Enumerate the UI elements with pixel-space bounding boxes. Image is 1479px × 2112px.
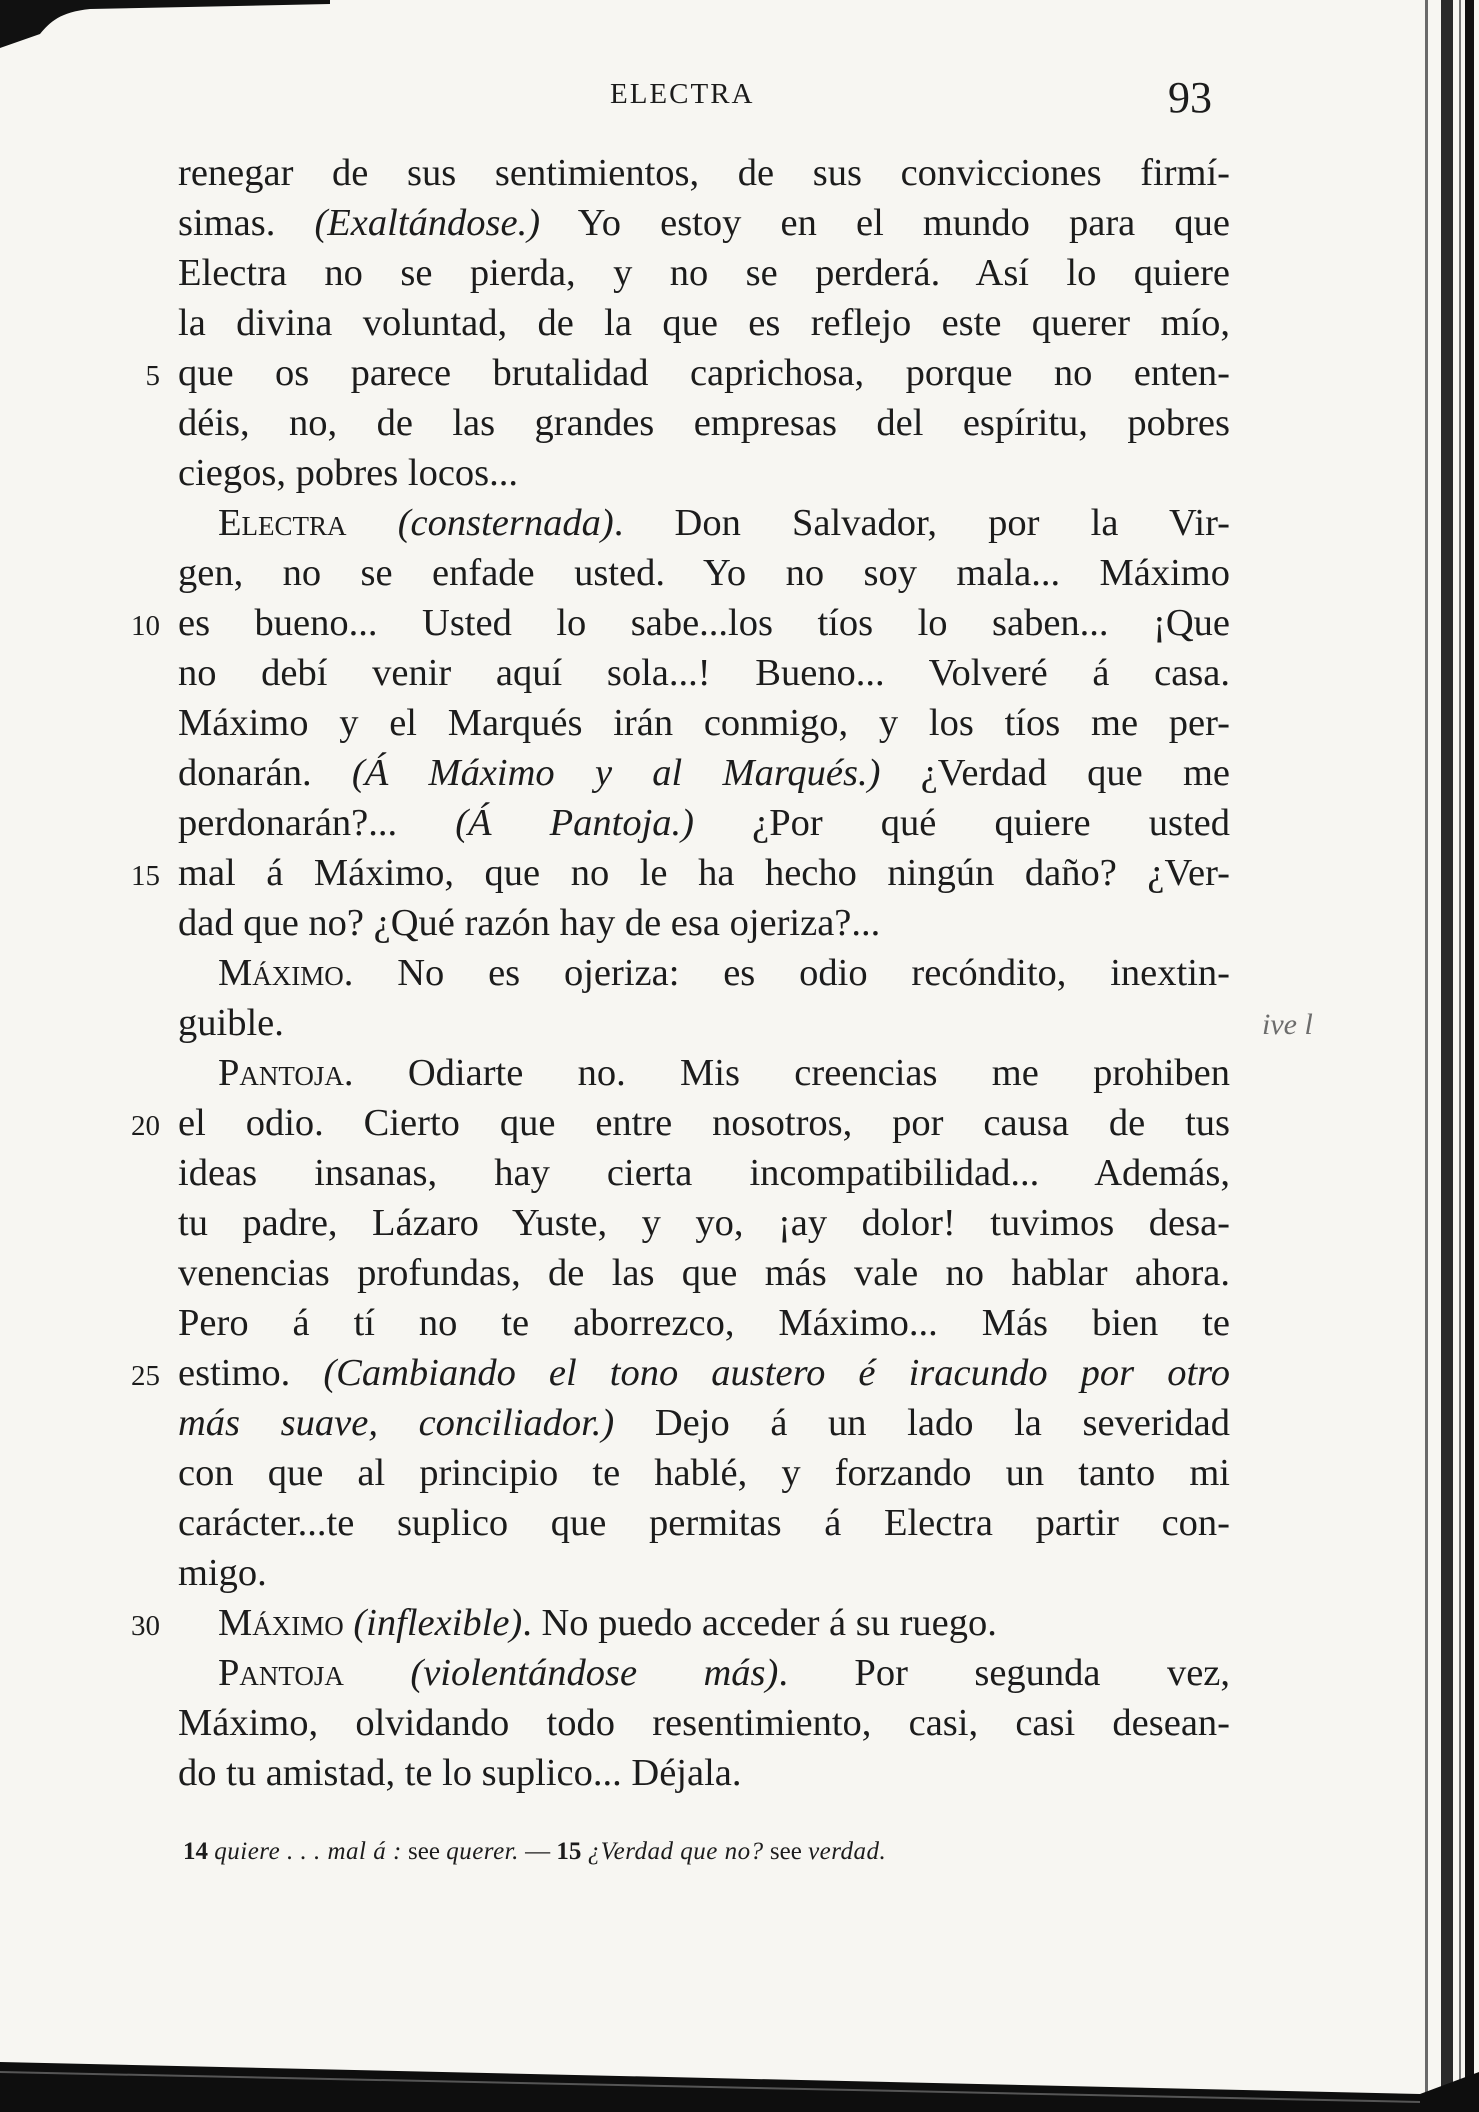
- text-line: [178, 748, 1230, 798]
- text-line: [178, 698, 1230, 748]
- text-line: [178, 1748, 1230, 1798]
- text-segment: Dejo á un lado la severidad: [614, 1402, 1230, 1444]
- text-line: [178, 898, 1230, 948]
- speaker-name: Pantoja: [218, 1052, 344, 1094]
- text-segment: donarán.: [178, 752, 352, 794]
- text-line: [178, 1248, 1230, 1298]
- speaker-name: Máximo: [218, 952, 344, 994]
- text-line: [178, 948, 1230, 998]
- text-line: [178, 1648, 1230, 1698]
- text-line: [178, 1148, 1230, 1198]
- text-line: [178, 1498, 1230, 1548]
- text-line: [178, 198, 1230, 248]
- page-number: 93: [1168, 73, 1212, 122]
- text-segment: guible.: [178, 1002, 284, 1044]
- text-line: [131, 848, 1230, 898]
- text-segment: déis, no, de las grandes empresas del espíritu, pobres: [178, 402, 1230, 444]
- footnote-text: see: [401, 1838, 447, 1865]
- text-segment: perdonarán?...: [178, 802, 456, 844]
- text-segment: dad que no? ¿Qué razón hay de esa ojeriza?...: [178, 902, 881, 944]
- scan-edge-bars: [1419, 0, 1479, 2112]
- text-line: [178, 1698, 1230, 1748]
- scan-corner-mark: [0, 0, 330, 48]
- text-line: [131, 1348, 1230, 1398]
- text-line: [178, 448, 1230, 498]
- text-segment: gen, no se enfade usted. Yo no soy mala... Máximo: [178, 552, 1230, 594]
- footnote: [183, 1838, 1233, 1866]
- text-segment: Máximo, olvidando todo resentimiento, casi, casi desean-: [178, 1702, 1230, 1744]
- stage-direction: más suave, conciliador.): [178, 1402, 615, 1444]
- text-segment: con que al principio te hablé, y forzando un tanto mi: [178, 1452, 1230, 1494]
- footnote-line-number: 14: [183, 1838, 208, 1865]
- text-segment: es bueno... Usted lo sabe...los tíos lo saben... ¡Que: [178, 602, 1230, 644]
- text-segment: estimo.: [178, 1352, 324, 1394]
- text-segment: . Odiarte no. Mis creencias me prohiben: [343, 1052, 1230, 1094]
- text-line: [178, 648, 1230, 698]
- footnote-separator: —: [518, 1838, 557, 1865]
- text-segment: . Don Salvador, por la Vir-: [613, 502, 1231, 544]
- text-segment: . No es ojeriza: es odio recóndito, inextin-: [343, 952, 1230, 994]
- text-line: [178, 798, 1230, 848]
- text-line: [178, 1048, 1230, 1098]
- page-header: [0, 72, 1479, 132]
- text-segment: Electra no se pierda, y no se perderá. Así lo quiere: [178, 252, 1230, 294]
- scan-bottom-edge: [0, 2032, 1479, 2112]
- footnote-ref: verdad.: [808, 1838, 887, 1865]
- footnote-text: see: [763, 1838, 809, 1865]
- text-segment: [347, 502, 398, 544]
- text-segment: do tu amistad, te lo suplico... Déjala.: [178, 1752, 742, 1794]
- stage-direction: (Exaltándose.): [314, 202, 541, 244]
- line-number: 30: [131, 1610, 160, 1642]
- text-segment: tu padre, Lázaro Yuste, y yo, ¡ay dolor! tuvimos desa-: [178, 1202, 1230, 1244]
- stage-direction: (Cambiando el tono austero é iracundo por otro: [323, 1352, 1230, 1394]
- text-segment: Pero á tí no te aborrezco, Máximo... Más bien te: [178, 1302, 1230, 1344]
- running-head: ELECTRA: [610, 78, 755, 110]
- text-line: [178, 398, 1230, 448]
- text-segment: renegar de sus sentimientos, de sus convicciones firmí-: [178, 152, 1230, 194]
- text-line: [178, 248, 1230, 298]
- text-segment: carácter...te suplico que permitas á Electra partir con-: [178, 1502, 1230, 1544]
- main-text: [131, 148, 1231, 1798]
- text-line: [178, 998, 1230, 1048]
- speaker-name: Máximo: [218, 1602, 344, 1644]
- footnote-line-number: 15: [556, 1838, 582, 1865]
- text-line: [131, 1598, 1230, 1648]
- text-segment: mal á Máximo, que no le ha hecho ningún daño? ¿Ver-: [178, 852, 1230, 894]
- stage-direction: (violentándose más): [410, 1652, 779, 1694]
- footnote-term: quiere . . . mal á :: [214, 1838, 402, 1865]
- text-segment: ideas insanas, hay cierta incompatibilidad... Además,: [178, 1152, 1230, 1194]
- text-line: [178, 298, 1230, 348]
- text-segment: la divina voluntad, de la que es reflejo este querer mío,: [178, 302, 1230, 344]
- footnote-term: ¿Verdad que no?: [587, 1838, 764, 1865]
- text-line: [145, 348, 1230, 398]
- text-line: [131, 1098, 1230, 1148]
- text-line: [131, 598, 1230, 648]
- text-segment: el odio. Cierto que entre nosotros, por causa de tus: [178, 1102, 1230, 1144]
- margin-annotation: ive l: [1262, 1008, 1313, 1041]
- text-segment: . No puedo acceder á su ruego.: [522, 1602, 997, 1644]
- text-segment: que os parece brutalidad caprichosa, porque no enten-: [178, 352, 1230, 394]
- text-line: [178, 548, 1230, 598]
- line-number: 25: [131, 1360, 160, 1392]
- line-number: 5: [145, 360, 160, 392]
- stage-direction: (Á Pantoja.): [455, 802, 695, 844]
- speaker-name: Pantoja: [218, 1652, 344, 1694]
- text-segment: ciegos, pobres locos...: [178, 452, 519, 494]
- text-segment: ¿Por qué quiere usted: [694, 802, 1231, 844]
- line-number: 15: [131, 860, 160, 892]
- text-segment: [344, 1602, 354, 1644]
- speaker-name: Electra: [218, 502, 347, 544]
- text-segment: ¿Verdad que me: [880, 752, 1231, 794]
- line-number: 20: [131, 1110, 160, 1142]
- text-line: [178, 1548, 1230, 1598]
- text-line: [178, 1198, 1230, 1248]
- text-segment: migo.: [178, 1552, 267, 1594]
- stage-direction: (inflexible): [353, 1602, 523, 1644]
- text-line: [178, 1298, 1230, 1348]
- text-segment: [344, 1652, 410, 1694]
- text-segment: simas.: [178, 202, 315, 244]
- text-line: [178, 1398, 1230, 1448]
- footnote-ref: querer.: [446, 1838, 519, 1865]
- text-segment: venencias profundas, de las que más vale no hablar ahora.: [178, 1252, 1230, 1294]
- text-line: [178, 1448, 1230, 1498]
- text-line: [178, 148, 1230, 198]
- text-segment: Máximo y el Marqués irán conmigo, y los tíos me per-: [178, 702, 1230, 744]
- text-line: [178, 498, 1230, 548]
- stage-direction: (Á Máximo y al Marqués.): [351, 752, 881, 794]
- line-number: 10: [131, 610, 160, 642]
- stage-direction: (consternada): [397, 502, 614, 544]
- text-segment: no debí venir aquí sola...! Bueno... Volveré á casa.: [178, 652, 1230, 694]
- text-segment: . Por segunda vez,: [778, 1652, 1231, 1694]
- text-segment: Yo estoy en el mundo para que: [540, 202, 1230, 244]
